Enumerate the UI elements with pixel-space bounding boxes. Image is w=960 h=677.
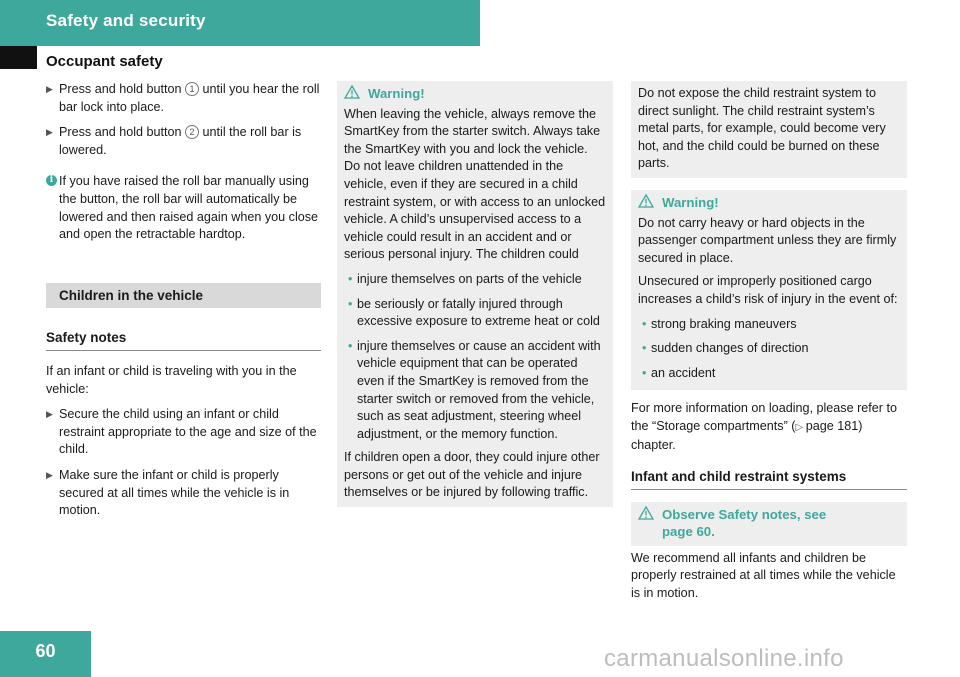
column-1 xyxy=(46,81,321,528)
warning-header xyxy=(638,194,901,212)
warning-header xyxy=(344,85,607,103)
section-title: Safety and security xyxy=(46,11,206,30)
step-text: until you hear the roll bar lock into place. xyxy=(59,82,320,114)
list-item xyxy=(344,296,607,331)
bullet-text: be seriously or fatally injured through excessive exposure to extreme heat or cold xyxy=(357,296,600,329)
bullet-dot-icon: • xyxy=(642,316,647,331)
list-item xyxy=(638,365,901,383)
step-text: Secure the child using an infant or child restraint appropriate to the age and size of the child. xyxy=(59,407,317,457)
bullet-text: injure themselves on parts of the vehicle xyxy=(357,271,582,286)
heading-children-in-vehicle: Children in the vehicle xyxy=(46,283,321,309)
bullet-text: strong braking maneuvers xyxy=(651,316,797,331)
bullet-dot-icon: • xyxy=(642,365,647,380)
button-number-icon: 2 xyxy=(185,125,199,139)
heading-infant-child-restraint: Infant and child restraint systems xyxy=(631,468,907,490)
warning-title: Warning! xyxy=(662,194,719,210)
step-text: until the roll bar is lowered. xyxy=(59,125,302,157)
list-item xyxy=(638,340,901,358)
subsection-title: Occupant safety xyxy=(46,53,163,70)
list-item xyxy=(344,271,607,289)
warning-triangle-icon xyxy=(638,506,654,520)
column-2 xyxy=(337,81,613,507)
recommend-text: We recommend all infants and children be properly restrained at all times while the vehicle is in motion. xyxy=(631,550,896,601)
step-item xyxy=(46,467,321,520)
bullet-dot-icon: • xyxy=(348,338,353,353)
info-text: If you have raised the roll bar manually using the button, the roll bar will automatically be lowered and then raised again when you close and open the retractable hardtop. xyxy=(59,174,319,242)
step-text: Press and hold button xyxy=(59,125,186,140)
warning-header xyxy=(638,506,901,541)
bullet-text: an accident xyxy=(651,365,716,380)
bullet-dot-icon: • xyxy=(642,341,647,356)
loading-text: ) chapter. xyxy=(631,418,863,452)
info-icon: i xyxy=(46,175,57,186)
corner-block xyxy=(0,46,37,69)
intro-text: If an infant or child is traveling with you in the vehicle: xyxy=(46,363,297,396)
list-item xyxy=(638,316,901,334)
step-item xyxy=(46,406,321,459)
sunlight-text: Do not expose the child restraint system to direct sunlight. The child restraint system’s metal parts, for example, could become very hot, and the child could be burned on these parts. xyxy=(638,86,886,171)
loading-text: For more information on loading, please refer to the “Storage compartments” ( xyxy=(631,401,898,433)
step-item xyxy=(46,81,321,116)
step-text: Make sure the infant or child is properly secured at all times while the vehicle is in motion. xyxy=(59,467,290,518)
page-ref-arrow-icon: ▷ xyxy=(795,421,804,433)
observe-title: Observe Safety notes, see page 60. xyxy=(662,506,827,540)
step-text: Press and hold button xyxy=(59,82,186,96)
step-item xyxy=(46,124,321,159)
warning-title: Warning! xyxy=(368,86,425,101)
bullet-dot-icon: • xyxy=(348,296,353,311)
warning-triangle-icon xyxy=(344,85,360,99)
bullet-dot-icon: • xyxy=(348,271,353,286)
warning-closing-text: If children open a door, they could injure other persons or get out of the vehicle and injure themselves or be injured by following traffic. xyxy=(344,450,600,500)
column-3 xyxy=(631,81,907,611)
observe-note-box xyxy=(631,502,907,546)
info-note xyxy=(46,173,321,243)
warning-box xyxy=(337,81,613,507)
watermark: carmanualsonline.info xyxy=(604,645,844,672)
bullet-text: injure themselves or cause an accident with vehicle equipment that can be operated even if the SmartKey is removed from the starter switch or removed from the vehicle, such as seat adjustment, steering wheel adjustment, or the memory function. xyxy=(357,338,601,441)
arrow-right-icon: ▶ xyxy=(46,469,53,480)
loading-info-text xyxy=(631,400,907,454)
sunlight-note-box xyxy=(631,81,907,178)
bullet-text: sudden changes of direction xyxy=(651,341,809,356)
button-number-icon: 1 xyxy=(185,82,199,96)
heading-safety-notes: Safety notes xyxy=(46,329,321,351)
page-number: 60 xyxy=(35,641,56,661)
cargo-warning-box xyxy=(631,190,907,390)
warning-text: Do not carry heavy or hard objects in the passenger compartment unless they are firmly secured in place. xyxy=(638,215,897,265)
warning-text: Unsecured or improperly positioned cargo increases a child’s risk of injury in the event of: xyxy=(638,274,898,306)
warning-triangle-icon xyxy=(638,194,654,208)
page-reference-link[interactable]: page 181 xyxy=(805,418,859,433)
warning-text: When leaving the vehicle, always remove the SmartKey from the starter switch. Always take the SmartKey with you and lock the vehicle. Do not leave children unattended in the vehicle, even if they are secured in a child restraint system, or with access to an unlocked vehicle. A child’s unsupervised access to a vehicle could result in an accident and or serious personal injury. The children could xyxy=(344,106,606,262)
arrow-right-icon: ▶ xyxy=(46,84,53,94)
arrow-right-icon: ▶ xyxy=(46,409,53,420)
arrow-right-icon: ▶ xyxy=(46,127,53,138)
list-item xyxy=(344,338,607,444)
